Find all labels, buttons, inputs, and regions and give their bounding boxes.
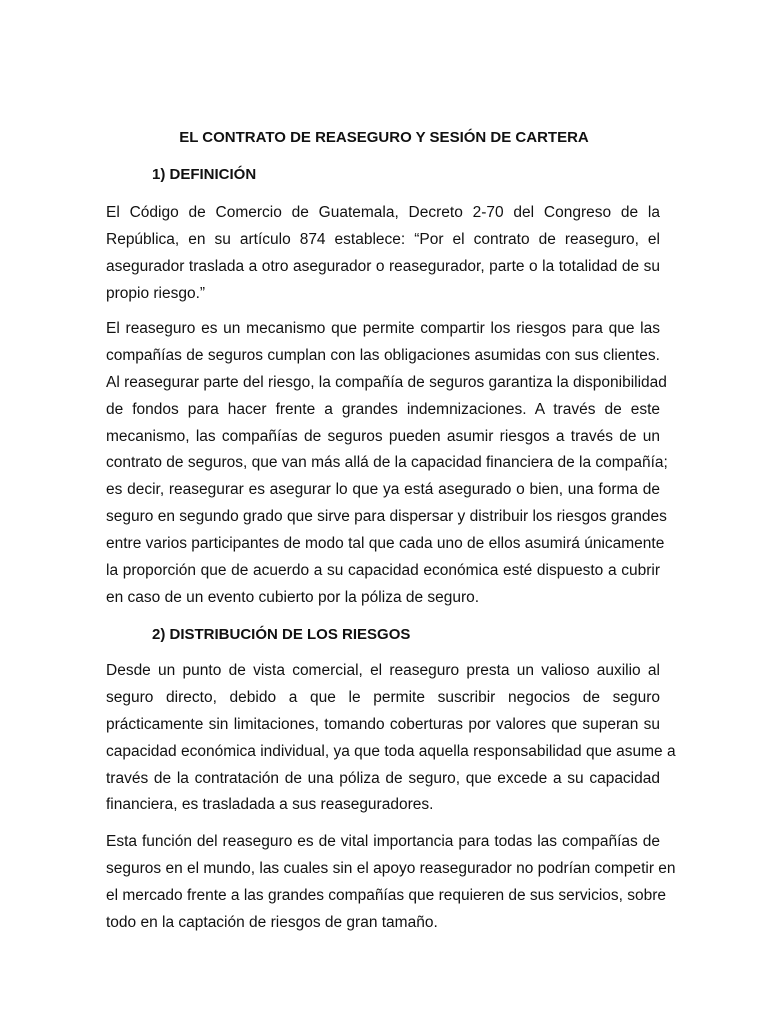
paragraph-line: Al reasegurar parte del riesgo, la compañía de seguros garantiza la disponibilidad [106, 373, 667, 391]
paragraph-definicion-2 [106, 316, 668, 612]
paragraph-line: través de la contratación de una póliza de seguro, que excede a su capacidad [106, 769, 660, 787]
paragraph-line: seguros en el mundo, las cuales sin el apoyo reasegurador no podrían competir en [106, 859, 676, 877]
paragraph-line: entre varios participantes de modo tal que cada uno de ellos asumirá únicamente [106, 535, 665, 553]
paragraph-line: República, en su artículo 874 establece: “Por el contrato de reaseguro, el [106, 230, 660, 248]
paragraph-line: es decir, reasegurar es asegurar lo que ya está asegurado o bien, una forma de [106, 481, 660, 499]
paragraph-line: prácticamente sin limitaciones, tomando coberturas por valores que superan su [106, 715, 660, 733]
paragraph-distribucion-2 [106, 829, 676, 937]
paragraph-line: todo en la captación de riesgos de gran tamaño. [106, 913, 438, 931]
paragraph-line: asegurador traslada a otro asegurador o reasegurador, parte o la totalidad de su [106, 257, 660, 275]
paragraph-line: el mercado frente a las grandes compañías que requieren de sus servicios, sobre [106, 886, 667, 904]
paragraph-line: contrato de seguros, que van más allá de la capacidad financiera de la compañía; [106, 454, 668, 472]
paragraph-line: Desde un punto de vista comercial, el reaseguro presta un valioso auxilio al [106, 662, 660, 679]
paragraph-line: financiera, es trasladada a sus reaseguradores. [106, 796, 434, 814]
paragraph-line: la proporción que de acuerdo a su capacidad económica esté dispuesto a cubrir [106, 562, 660, 580]
paragraph-line: mecanismo, las compañías de seguros pueden asumir riesgos a través de un [106, 427, 660, 445]
paragraph-line: El Código de Comercio de Guatemala, Decreto 2-70 del Congreso de la [106, 204, 660, 221]
paragraph-line: Esta función del reaseguro es de vital importancia para todas las compañías de [106, 833, 660, 850]
paragraph-line: seguro en segundo grado que sirve para dispersar y distribuir los riesgos grandes [106, 508, 667, 526]
section-heading-definicion: 1) DEFINICIÓN [152, 166, 257, 183]
paragraph-line: en caso de un evento cubierto por la póliza de seguro. [106, 588, 480, 606]
section-heading-distribucion: 2) DISTRIBUCIÓN DE LOS RIESGOS [152, 626, 411, 643]
paragraph-line: compañías de seguros cumplan con las obligaciones asumidas con sus clientes. [106, 346, 660, 364]
paragraph-line: de fondos para hacer frente a grandes indemnizaciones. A través de este [106, 400, 660, 418]
paragraph-line: propio riesgo.” [106, 284, 206, 302]
paragraph-definicion-1 [106, 200, 660, 308]
paragraph-line: seguro directo, debido a que le permite suscribir negocios de seguro [106, 688, 660, 706]
paragraph-line: capacidad económica individual, ya que toda aquella responsabilidad que asume a [106, 742, 676, 760]
paragraph-line: El reaseguro es un mecanismo que permite compartir los riesgos para que las [106, 320, 660, 337]
document-title: EL CONTRATO DE REASEGURO Y SESIÓN DE CARTERA [179, 129, 589, 146]
paragraph-distribucion-1 [106, 658, 676, 819]
